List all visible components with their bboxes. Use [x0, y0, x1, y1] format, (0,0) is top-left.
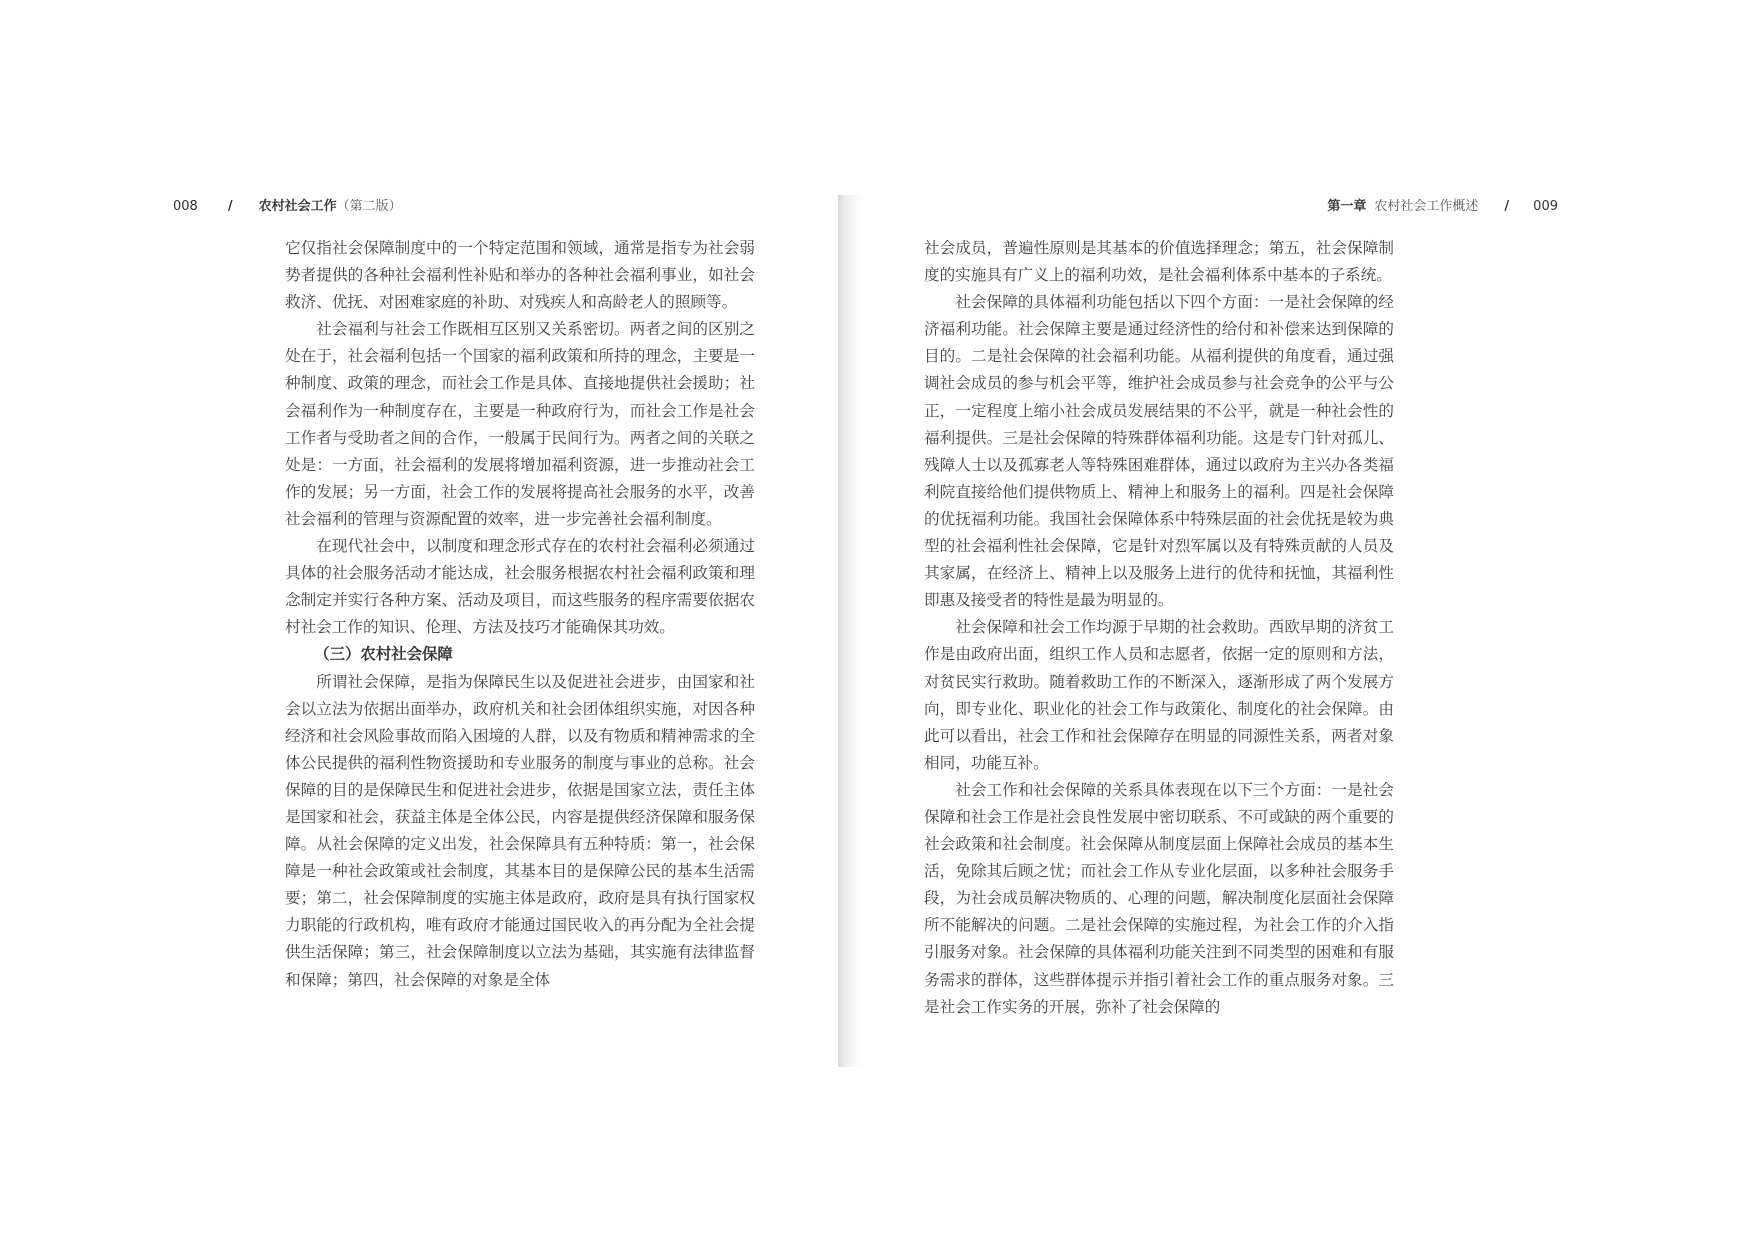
- right-page-header: [1327, 196, 1558, 218]
- header-separator: /: [227, 199, 233, 214]
- paragraph: 所谓社会保障，是指为保障民生以及促进社会进步，由国家和社会以立法为依据出面举办，政府机关和社会团体组织实施，对因各种经济和社会风险事故而陷入困境的人群，以及有物质和精神需求的全体公民提供的福利性物资援助和专业服务的制度与事业的总称。社会保障的目的是保障民生和促进社会进步，依据是国家立法，责任主体是国家和社会，获益主体是全体公民，内容是提供经济保障和服务保障。从社会保障的定义出发，社会保障具有五种特质：第一，社会保障是一种社会政策或社会制度，其基本目的是保障公民的基本生活需要；第二，社会保障制度的实施主体是政府，政府是具有执行国家权力职能的行政机构，唯有政府才能通过国民收入的再分配为全社会提供生活保障；第三，社会保障制度以立法为基础，其实施有法律监督和保障；第四，社会保障的对象是全体: [285, 672, 755, 989]
- right-page: [840, 0, 1753, 1240]
- paragraph: 社会成员，普遍性原则是其基本的价值选择理念；第五，社会保障制度的实施具有广义上的福利功效，是社会福利体系中基本的子系统。: [924, 239, 1394, 285]
- book-edition: （第二版）: [336, 199, 402, 214]
- chapter-title: 农村社会工作概述: [1374, 199, 1479, 214]
- chapter-number: 第一章: [1327, 199, 1367, 214]
- left-page-number: 008: [173, 199, 198, 214]
- paragraph: 社会保障和社会工作均源于早期的社会救助。西欧早期的济贫工作是由政府出面，组织工作人员和志愿者，依据一定的原则和方法，对贫民实行救助。随着救助工作的不断深入，逐渐形成了两个发展方向，即专业化、职业化的社会工作与政策化、制度化的社会保障。由此可以看出，社会工作和社会保障存在明显的同源性关系，两者对象相同，功能互补。: [924, 618, 1394, 772]
- left-page-body: [285, 235, 755, 994]
- paragraph: 在现代社会中，以制度和理念形式存在的农村社会福利必须通过具体的社会服务活动才能达成，社会服务根据农村社会福利政策和理念制定并实行各种方案、活动及项目，而这些服务的程序需要依据农村社会工作的知识、伦理、方法及技巧才能确保其功效。: [285, 537, 755, 637]
- paragraph: 社会保障的具体福利功能包括以下四个方面：一是社会保障的经济福利功能。社会保障主要是通过经济性的给付和补偿来达到保障的目的。二是社会保障的社会福利功能。从福利提供的角度看，通过强调社会成员的参与机会平等，维护社会成员参与社会竞争的公平与公正，一定程度上缩小社会成员发展结果的不公平，就是一种社会性的福利提供。三是社会保障的特殊群体福利功能。这是专门针对孤儿、残障人士以及孤寡老人等特殊困难群体，通过以政府为主兴办各类福利院直接给他们提供物质上、精神上和服务上的福利。四是社会保障的优抚福利功能。我国社会保障体系中特殊层面的社会优抚是较为典型的社会福利性社会保障，它是针对烈军属以及有特殊贡献的人员及其家属，在经济上、精神上以及服务上进行的优待和抚恤，其福利性即惠及接受者的特性是最为明显的。: [924, 293, 1394, 610]
- paragraph: 社会福利与社会工作既相互区别又关系密切。两者之间的区别之处在于，社会福利包括一个国家的福利政策和所持的理念，主要是一种制度、政策的理念，而社会工作是具体、直接地提供社会援助；社会福利作为一种制度存在，主要是一种政府行为，而社会工作是社会工作者与受助者之间的合作，一般属于民间行为。两者之间的关联之处是：一方面，社会福利的发展将增加福利资源，进一步推动社会工作的发展；另一方面，社会工作的发展将提高社会服务的水平，改善社会福利的管理与资源配置的效率，进一步完善社会福利制度。: [285, 320, 755, 528]
- paragraph: 它仅指社会保障制度中的一个特定范围和领域，通常是指专为社会弱势者提供的各种社会福利性补贴和举办的各种社会福利事业，如社会救济、优抚、对困难家庭的补助、对残疾人和高龄老人的照顾等。: [285, 239, 755, 312]
- right-page-body: [924, 235, 1394, 1021]
- left-page: [0, 0, 840, 1240]
- section-heading: （三）农村社会保障: [314, 645, 453, 664]
- left-page-header: [173, 196, 402, 218]
- book-title: 农村社会工作: [258, 199, 337, 214]
- paragraph: 社会工作和社会保障的关系具体表现在以下三个方面：一是社会保障和社会工作是社会良性发展中密切联系、不可或缺的两个重要的社会政策和社会制度。社会保障从制度层面上保障社会成员的基本生活，免除其后顾之忧；而社会工作从专业化层面，以多种社会服务手段，为社会成员解决物质的、心理的问题，解决制度化层面社会保障所不能解决的问题。二是社会保障的实施过程，为社会工作的介入指引服务对象。社会保障的具体福利功能关注到不同类型的困难和有服务需求的群体，这些群体提示并指引着社会工作的重点服务对象。三是社会工作实务的开展，弥补了社会保障的: [924, 780, 1394, 1016]
- header-separator: /: [1504, 199, 1510, 214]
- right-page-number: 009: [1533, 199, 1558, 214]
